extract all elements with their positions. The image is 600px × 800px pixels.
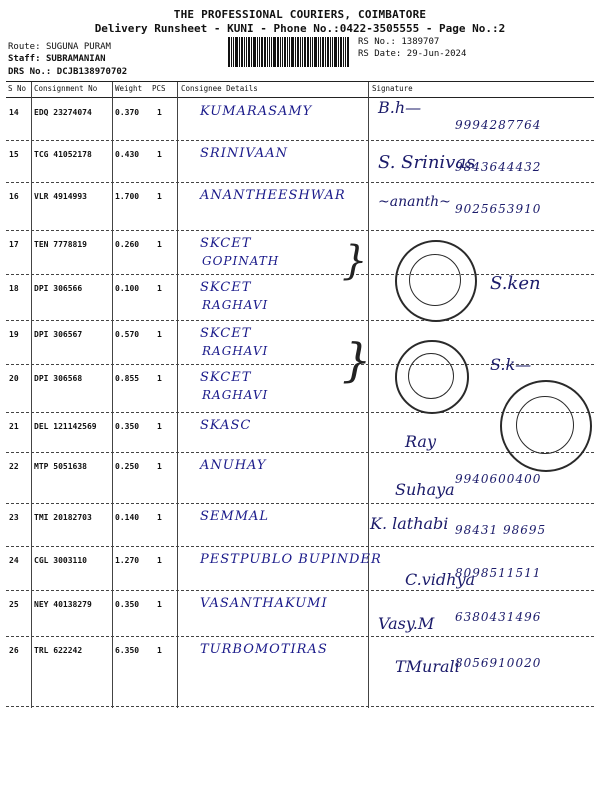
row-consignment-no: TCG 41052178 [34,150,92,159]
handwritten-brace: } [342,238,369,284]
row-sno: 18 [9,284,19,293]
row-signature-phone: 9940600400 [455,472,542,486]
barcode-bar [312,37,313,67]
row-consignee: KUMARASAMY [200,104,313,119]
stamp-ring [516,396,574,454]
row-consignment-no: MTP 5051638 [34,462,87,471]
barcode-bar [334,37,337,67]
barcode-bar [332,37,333,67]
barcode-bar [340,37,342,67]
row-weight: 0.855 [115,374,140,383]
row-consignee: SKCET [200,280,252,295]
row-pcs: 1 [157,192,162,201]
row-consignment-no: VLR 4914993 [34,192,87,201]
barcode-bar [241,37,243,67]
row-consignment-no: DEL 121142569 [34,422,97,431]
college-stamp [395,340,469,414]
row-weight: 1.700 [115,192,140,201]
barcode-bar [345,37,346,67]
row-sno: 15 [9,150,19,159]
college-stamp [395,240,477,322]
row-divider [6,182,594,183]
route-line [8,42,111,52]
row-pcs: 1 [157,600,162,609]
row-consignee: SKCET [200,370,252,385]
row-sno: 25 [9,600,19,609]
barcode-bar [280,37,281,67]
row-sno: 14 [9,108,19,117]
signature-mark: Ray [405,432,436,451]
row-weight: 0.250 [115,462,140,471]
row-signature-phone: 98431 98695 [455,523,547,537]
row-divider [6,320,594,321]
row-pcs: 1 [157,646,162,655]
barcode-bar [295,37,296,67]
row-sno: 21 [9,422,19,431]
barcode-bar [322,37,324,67]
barcode-bar [300,37,301,67]
row-divider [6,452,594,453]
barcode-bar [347,37,349,67]
rs-no-line [358,37,439,47]
row-consignee: PESTPUBLO BUPINDER [200,552,382,567]
row-consignee: SKCET [200,236,252,251]
row-pcs: 1 [157,150,162,159]
row-weight: 0.260 [115,240,140,249]
barcode-bar [291,37,294,67]
row-pcs: 1 [157,513,162,522]
route-label: Route: [8,42,41,52]
barcode-bar [287,37,288,67]
rs-date-line [358,49,466,59]
barcode-bar [267,37,268,67]
barcode-bar [282,37,283,67]
row-pcs: 1 [157,330,162,339]
row-consignee: ANANTHEESHWAR [200,188,346,203]
row-consignment-no: DPI 306568 [34,374,83,383]
rs-no-value: 1389707 [401,37,440,47]
row-consignment-no: TEN 7778819 [34,240,87,249]
row-sno: 17 [9,240,19,249]
rs-no-label: RS No.: [358,37,396,47]
barcode-bar [273,37,276,67]
row-weight: 6.350 [115,646,140,655]
row-pcs: 1 [157,462,162,471]
row-consignment-no: TMI 20182703 [34,513,92,522]
row-consignee: VASANTHAKUMI [200,596,328,611]
barcode-bar [239,37,240,67]
barcode-bar [327,37,329,67]
row-divider [6,140,594,141]
barcode-bar [259,37,260,67]
signature-mark: Suhaya [395,480,455,499]
barcode-bar [257,37,258,67]
row-consignment-no: NEY 40138279 [34,600,92,609]
col-divider [177,82,178,708]
row-pcs: 1 [157,240,162,249]
row-weight: 0.570 [115,330,140,339]
row-consignee-name: RAGHAVI [202,298,269,312]
row-consignment-no: EDQ 23274074 [34,108,92,117]
barcode-bar [330,37,331,67]
barcode-bar [269,37,270,67]
row-signature-phone: 6380431496 [455,610,542,624]
barcode-bar [271,37,272,67]
row-sno: 26 [9,646,19,655]
row-pcs: 1 [157,284,162,293]
drs-value: DCJB138970702 [56,67,128,77]
barcode [228,37,352,67]
row-weight: 0.370 [115,108,140,117]
barcode-bar [320,37,321,67]
row-sno: 20 [9,374,19,383]
barcode-bar [253,37,256,67]
col-header-signature: Signature [372,84,413,93]
barcode-bar [264,37,266,67]
col-header-pcs: PCS [152,84,166,93]
barcode-bar [284,37,286,67]
row-weight: 0.350 [115,422,140,431]
staff-label: Staff: [8,54,41,64]
barcode-bar [244,37,245,67]
col-divider [31,82,32,708]
row-weight: 0.140 [115,513,140,522]
header-rule [6,97,594,98]
barcode-bar [261,37,263,67]
row-pcs: 1 [157,108,162,117]
runsheet-title: Delivery Runsheet - KUNI - Phone No.:0422-3505555 - Page No.:2 [94,22,506,35]
barcode-bar [277,37,279,67]
col-divider [112,82,113,708]
barcode-bar [325,37,326,67]
barcode-bar [251,37,252,67]
row-divider [6,546,594,547]
barcode-bar [343,37,344,67]
row-consignee: SKCET [200,326,252,341]
signature-mark: B.h— [378,98,422,117]
col-header-sno: S No [8,84,27,93]
barcode-bar [304,37,306,67]
row-consignee: SKASC [200,418,252,433]
drs-line [8,67,127,77]
barcode-bar [233,37,234,67]
row-consignee: ANUHAY [200,458,267,473]
barcode-bar [318,37,319,67]
route-value: SUGUNA PURAM [45,42,111,52]
row-sno: 22 [9,462,19,471]
row-divider [6,636,594,637]
staff-value: SUBRAMANIAN [45,54,106,64]
drs-label: DRS No.: [8,67,52,77]
row-weight: 1.270 [115,556,140,565]
barcode-bar [338,37,339,67]
signature-mark: K. lathabi [370,514,449,533]
col-divider [368,82,369,708]
row-signature-phone: 8098511511 [455,566,542,580]
row-weight: 0.430 [115,150,140,159]
row-weight: 0.100 [115,284,140,293]
row-signature-phone: 8056910020 [455,656,542,670]
row-signature-phone: 9994287764 [455,118,542,132]
row-consignee-name: RAGHAVI [202,388,269,402]
barcode-bar [297,37,299,67]
barcode-bar [289,37,290,67]
barcode-bar [248,37,250,67]
barcode-bar [246,37,247,67]
row-divider [6,590,594,591]
row-consignee: SEMMAL [200,509,270,524]
row-divider [6,503,594,504]
row-weight: 0.350 [115,600,140,609]
row-sno: 24 [9,556,19,565]
row-consignment-no: CGL 3003110 [34,556,87,565]
row-consignment-no: TRL 622242 [34,646,83,655]
college-stamp [500,380,592,472]
row-consignee-name: RAGHAVI [202,344,269,358]
row-consignee: SRINIVAAN [200,146,288,161]
row-signature-phone: 9843644432 [455,160,542,174]
barcode-bar [307,37,309,67]
barcode-bar [302,37,303,67]
barcode-bar [228,37,230,67]
row-signature-phone: 9025653910 [455,202,542,216]
stamp-ring [408,353,454,399]
row-pcs: 1 [157,556,162,565]
staff-line [8,54,106,64]
table-top-rule [6,81,594,82]
row-pcs: 1 [157,374,162,383]
signature-mark: S.k— [490,355,532,374]
barcode-bar [231,37,232,67]
col-header-consignment: Consignment No [34,84,98,93]
handwritten-brace: } [342,333,373,387]
signature-mark: TMurali [395,657,460,676]
barcode-bar [235,37,238,67]
signature-mark: C.vidhya [405,570,476,589]
rs-date-value: 29-Jun-2024 [406,49,467,59]
row-consignee-name: GOPINATH [202,254,280,268]
row-consignment-no: DPI 306566 [34,284,83,293]
barcode-bar [310,37,311,67]
signature-mark: Vasy.M [378,614,435,633]
row-sno: 19 [9,330,19,339]
rs-date-label: RS Date: [358,49,402,59]
signature-mark: S. Srinivas [378,152,476,173]
row-divider [6,230,594,231]
signature-mark: ~ananth~ [378,194,451,210]
row-sno: 16 [9,192,19,201]
row-consignee: TURBOMOTIRAS [200,642,328,657]
row-pcs: 1 [157,422,162,431]
barcode-bar [314,37,317,67]
row-consignment-no: DPI 306567 [34,330,83,339]
row-divider [6,706,594,707]
row-sno: 23 [9,513,19,522]
stamp-ring [409,254,461,306]
company-name: THE PROFESSIONAL COURIERS, COIMBATORE [173,8,427,21]
col-header-weight: Weight [115,84,143,93]
signature-mark: S.ken [490,273,541,294]
col-header-consignee: Consignee Details [181,84,258,93]
